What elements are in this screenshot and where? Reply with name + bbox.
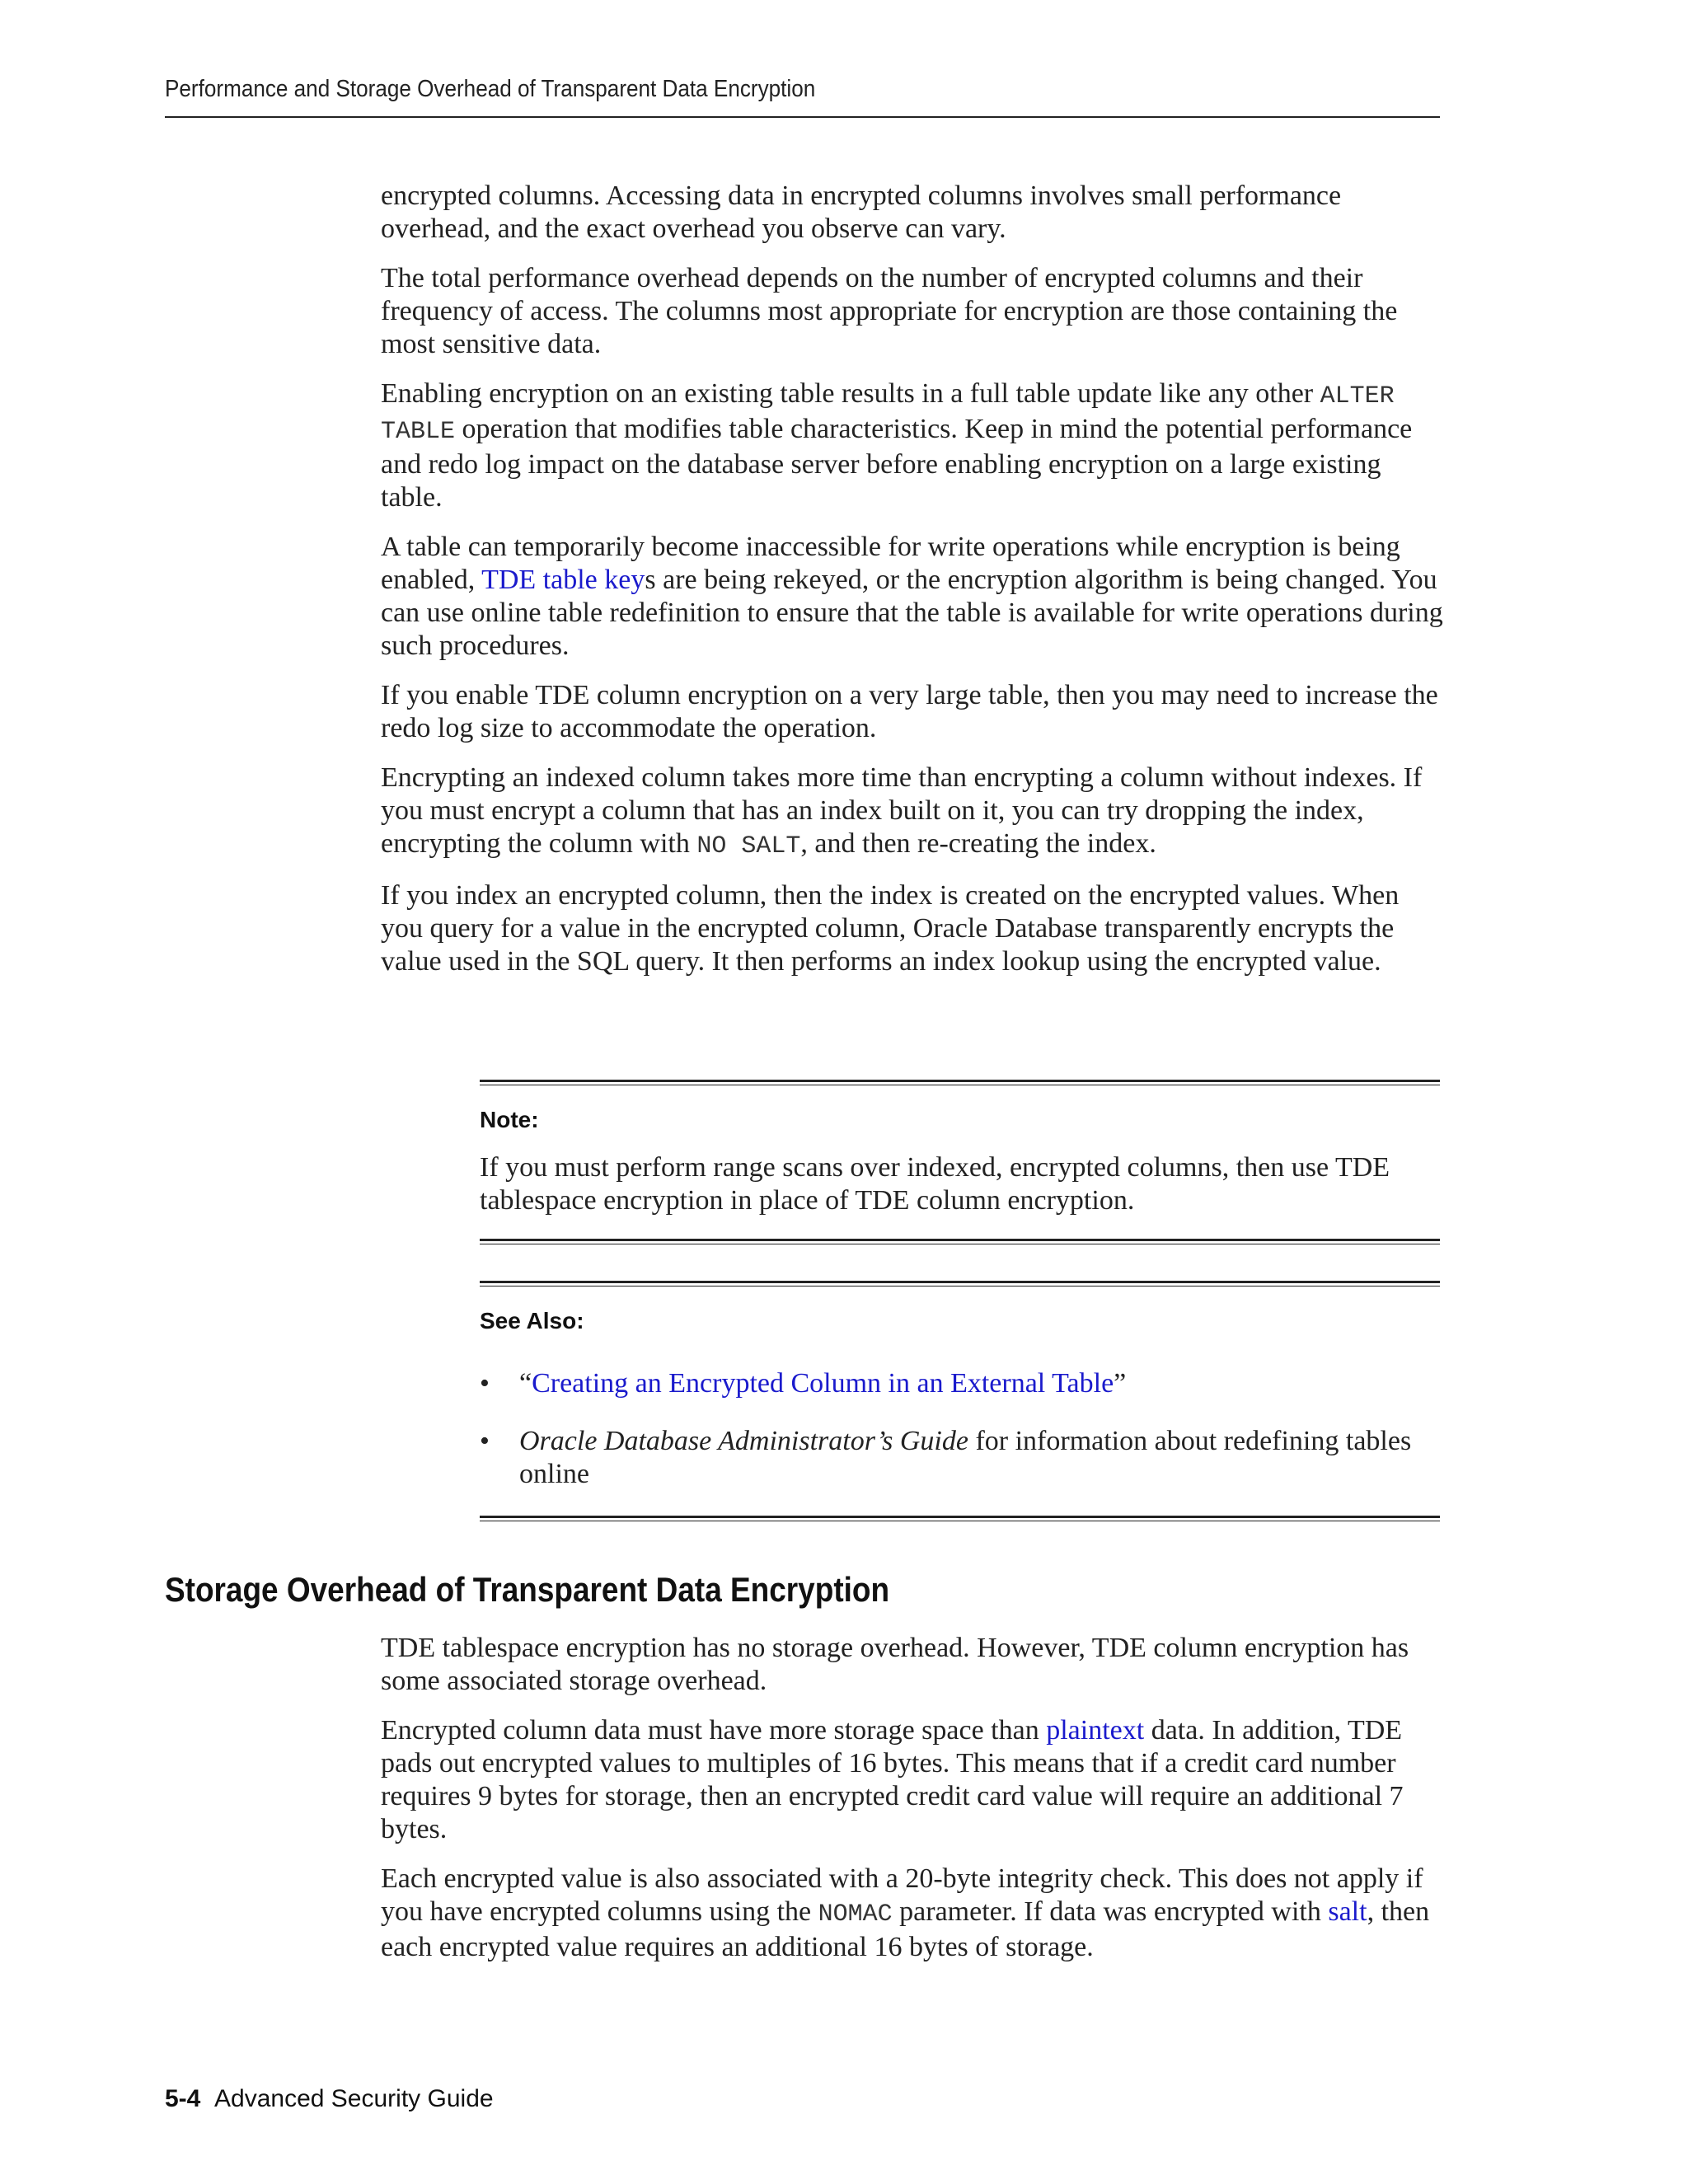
- see-also-title: See Also:: [480, 1308, 584, 1333]
- external-table-link[interactable]: Creating an Encrypted Column in an External Table: [532, 1368, 1114, 1399]
- paragraph: Enabling encryption on an existing table results in a full table update like any other ALTER TABLE operation that modifies table characteristics. Keep in mind the potential performance and redo log impact on the database server before enabling encryption on a large existing table.: [381, 378, 1413, 513]
- note-bottom-rule: [480, 1239, 1440, 1244]
- see-also-box: [480, 1281, 1440, 1521]
- paragraph: If you index an encrypted column, then the index is created on the encrypted values. When you query for a value in the encrypted column, Oracle Database transparently encrypts the value used in the SQL query. It then performs an index lookup using the encrypted value.: [381, 880, 1400, 977]
- code-no-salt: NO SALT: [696, 832, 801, 860]
- section-text: [381, 1632, 1444, 1980]
- list-item: • “Creating an Encrypted Column in an External Table”: [480, 1368, 1127, 1399]
- header-rule: [165, 116, 1440, 118]
- bullet-icon: •: [480, 1426, 490, 1456]
- plaintext-link[interactable]: plaintext: [1046, 1715, 1145, 1746]
- page-footer: [165, 2085, 494, 2113]
- page-number: 5-4: [165, 2085, 201, 2112]
- tde-table-key-link[interactable]: TDE table key: [481, 565, 645, 595]
- note-text: If you must perform range scans over indexed, encrypted columns, then use TDE tablespace encryption in place of TDE column encryption.: [480, 1152, 1390, 1216]
- note-top-rule: [480, 1080, 1440, 1085]
- note-box: [480, 1080, 1440, 1244]
- paragraph: If you enable TDE column encryption on a very large table, then you may need to increase the redo log size to accommodate the operation.: [381, 680, 1438, 743]
- paragraph: TDE tablespace encryption has no storage overhead. However, TDE column encryption has some associated storage overhead.: [381, 1633, 1409, 1696]
- see-also-list: [480, 1367, 1440, 1491]
- paragraph: Encrypted column data must have more storage space than plaintext data. In addition, TDE pads out encrypted values to multiples of 16 bytes. This means that if a credit card number requires 9 bytes for storage, then an encrypted credit card value will require an additional 7 bytes.: [381, 1715, 1404, 1844]
- paragraph: encrypted columns. Accessing data in encrypted columns involves small performance overhead, and the exact overhead you observe can vary.: [381, 180, 1342, 244]
- book-name: Advanced Security Guide: [214, 2085, 494, 2112]
- code-nomac: NOMAC: [818, 1900, 893, 1929]
- paragraph: A table can temporarily become inaccessible for write operations while encryption is being enabled, TDE table keys are being rekeyed, or the encryption algorithm is being changed. You can use online table redefinition to ensure that the table is available for write operations during such procedures.: [381, 532, 1443, 661]
- paragraph: Each encrypted value is also associated with a 20-byte integrity check. This does not apply if you have encrypted columns using the NOMAC parameter. If data was encrypted with salt, then each encrypted value requires an additional 16 bytes of storage.: [381, 1863, 1430, 1962]
- see-also-bottom-rule: [480, 1516, 1440, 1521]
- running-header: Performance and Storage Overhead of Transparent Data Encryption: [165, 76, 816, 102]
- see-also-top-rule: [480, 1281, 1440, 1286]
- paragraph: Encrypting an indexed column takes more time than encrypting a column without indexes. If you must encrypt a column that has an index built on it, you can try dropping the index, encrypting the column with NO SALT, and then re-creating the index.: [381, 762, 1423, 860]
- list-item: • Oracle Database Administrator’s Guide for information about redefining tables online: [480, 1426, 1412, 1489]
- paragraph: The total performance overhead depends on the number of encrypted columns and their frequency of access. The columns most appropriate for encryption are those containing the most sensitive data.: [381, 263, 1398, 359]
- book-title: Oracle Database Administrator’s Guide: [519, 1426, 968, 1456]
- bullet-icon: •: [480, 1368, 490, 1399]
- code-alter-table: ALTER TABLE: [381, 382, 1395, 446]
- note-title: Note:: [480, 1107, 539, 1132]
- body-text: [381, 180, 1444, 995]
- section-heading: Storage Overhead of Transparent Data Encryption: [165, 1570, 890, 1609]
- salt-link[interactable]: salt: [1328, 1896, 1367, 1927]
